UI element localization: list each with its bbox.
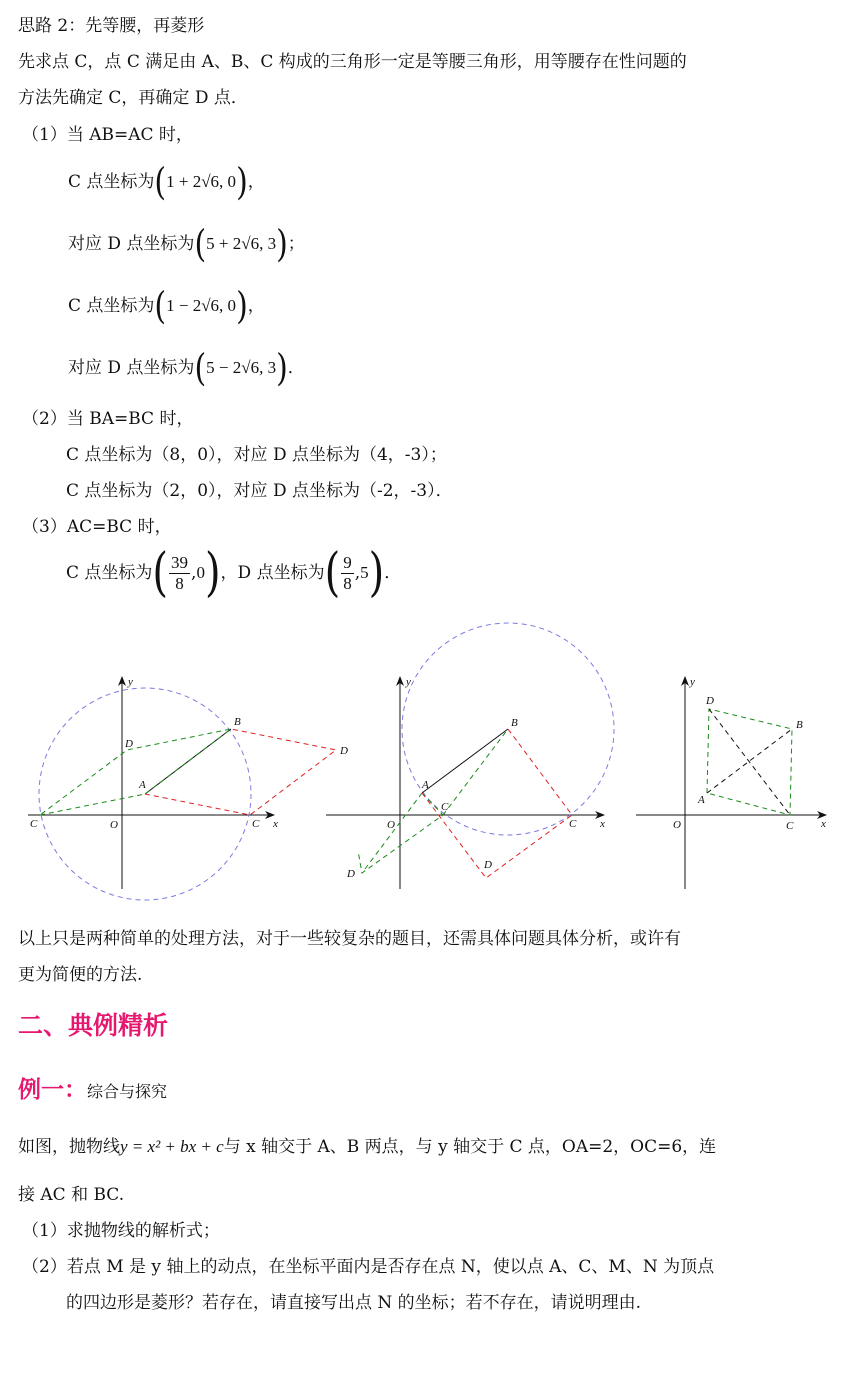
green-ad <box>362 793 422 873</box>
case1-c1-label: C 点坐标为 <box>68 172 155 192</box>
label-c-right: C <box>252 818 260 830</box>
case3-c-denominator: 8 <box>175 574 184 593</box>
label-b: B <box>234 716 241 728</box>
section-title: 二、典例精析 <box>18 1011 169 1040</box>
idea2-title: 思路 2：先等腰，再菱形 <box>18 16 205 36</box>
label-b: B <box>796 719 803 731</box>
label-a: A <box>422 779 429 791</box>
figure-2 <box>326 623 614 889</box>
label-c-mid: C <box>441 801 449 813</box>
segment-ab <box>422 729 508 793</box>
case2-heading: （2）当 BA=BC 时， <box>22 409 194 429</box>
summary-line1: 以上只是两种简单的处理方法，对于一些较复杂的题目，还需具体问题具体分析，或许有 <box>18 929 681 949</box>
label-y: y <box>128 676 133 688</box>
figure-3 <box>636 676 826 889</box>
idea2-paragraph-line1: 先求点 C，点 C 满足由 A、B、C 构成的三角形一定是等腰三角形，用等腰存在性问题的 <box>18 52 687 72</box>
case1-d2-label: 对应 D 点坐标为 <box>68 358 195 378</box>
case3-d-y: 5 <box>360 563 369 582</box>
label-x: x <box>821 818 826 830</box>
case3-c-y: 0 <box>196 563 205 582</box>
summary-line2: 更为简便的方法. <box>18 965 143 985</box>
case1-d2-end: ． <box>287 358 305 378</box>
label-c-right: C <box>569 818 577 830</box>
label-d-right: D <box>340 745 348 757</box>
case3-d-denominator: 8 <box>343 574 352 593</box>
example-formula: y = x² + bx + c <box>120 1137 224 1156</box>
case2-line1: C 点坐标为（8，0），对应 D 点坐标为（4，-3）； <box>66 445 447 465</box>
case1-c2-label: C 点坐标为 <box>68 296 155 316</box>
case1-c1: C 点坐标为(1 + 2√6, 0)， <box>68 160 265 205</box>
case3-line: C 点坐标为( $\frac{39}{8}$ ,0)，D 点坐标为( $\frac{9}{8}$ ,5)． <box>66 543 402 603</box>
case3-d-label: ，D 点坐标为 <box>220 563 325 583</box>
case1-d2-value: 5 − 2√6, 3 <box>206 358 277 377</box>
example-question2-line1: （2）若点 M 是 y 轴上的动点，在坐标平面内是否存在点 N，使以点 A、C、M、N 为顶点 <box>22 1257 715 1277</box>
figure-1 <box>28 676 348 900</box>
label-origin: O <box>673 819 681 831</box>
case3-c-fraction <box>169 553 190 594</box>
example-p2: 接 AC 和 BC. <box>18 1185 125 1205</box>
label-d-bottom: D <box>484 859 492 871</box>
case3-heading: （3）AC=BC 时， <box>22 517 172 537</box>
case2-line2: C 点坐标为（2，0），对应 D 点坐标为（-2，-3）． <box>66 481 453 501</box>
label-y: y <box>406 676 411 688</box>
diagonal-ab <box>707 729 792 793</box>
case3-c-label: C 点坐标为 <box>66 563 153 583</box>
case1-c2-value: 1 − 2√6, 0 <box>166 296 237 315</box>
example-p1 <box>18 1137 716 1157</box>
case1-d1-value: 5 + 2√6, 3 <box>206 234 277 253</box>
example-topic: 综合与探究 <box>87 1082 168 1101</box>
rhombus-left-green <box>40 729 231 815</box>
case3-d-fraction <box>341 553 354 594</box>
case1-c2: C 点坐标为(1 − 2√6, 0)， <box>68 284 265 329</box>
example-question1: （1）求抛物线的解析式； <box>22 1221 220 1241</box>
example-p1-start: 如图，抛物线 <box>18 1137 120 1157</box>
green-bc <box>443 729 508 815</box>
case3-end: ． <box>384 563 402 583</box>
label-origin: O <box>387 819 395 831</box>
label-c: C <box>786 820 794 832</box>
example-tag: 例一： <box>18 1077 87 1103</box>
idea2-paragraph-line2: 方法先确定 C，再确定 D 点． <box>18 88 248 108</box>
case3-d-numerator: 9 <box>343 553 352 572</box>
example-p1-end: 与 x 轴交于 A、B 两点，与 y 轴交于 C 点，OA=2，OC=6，连 <box>223 1137 717 1157</box>
case1-c1-value: 1 + 2√6, 0 <box>166 172 237 191</box>
label-y: y <box>690 676 695 688</box>
label-origin: O <box>110 819 118 831</box>
label-d-left: D <box>347 868 355 880</box>
case1-heading: （1）当 AB=AC 时， <box>22 125 193 145</box>
example-heading <box>18 1071 167 1104</box>
label-b: B <box>511 717 518 729</box>
diagonal-dc <box>709 709 790 815</box>
label-c-left: C <box>30 818 38 830</box>
label-d: D <box>706 695 714 707</box>
label-a: A <box>698 794 705 806</box>
case3-c-numerator: 39 <box>171 553 189 572</box>
case1-d1-end: ； <box>287 234 305 254</box>
label-d-left: D <box>125 738 133 750</box>
label-x: x <box>273 818 278 830</box>
figures <box>0 615 843 915</box>
case1-d1: 对应 D 点坐标为(5 + 2√6, 3)； <box>68 222 305 267</box>
case1-d1-label: 对应 D 点坐标为 <box>68 234 195 254</box>
case1-d2: 对应 D 点坐标为(5 − 2√6, 3)． <box>68 346 305 391</box>
label-a: A <box>139 779 146 791</box>
example-question2-line2: 的四边形是菱形？若存在，请直接写出点 N 的坐标；若不存在，请说明理由. <box>66 1293 642 1313</box>
label-x: x <box>600 818 605 830</box>
